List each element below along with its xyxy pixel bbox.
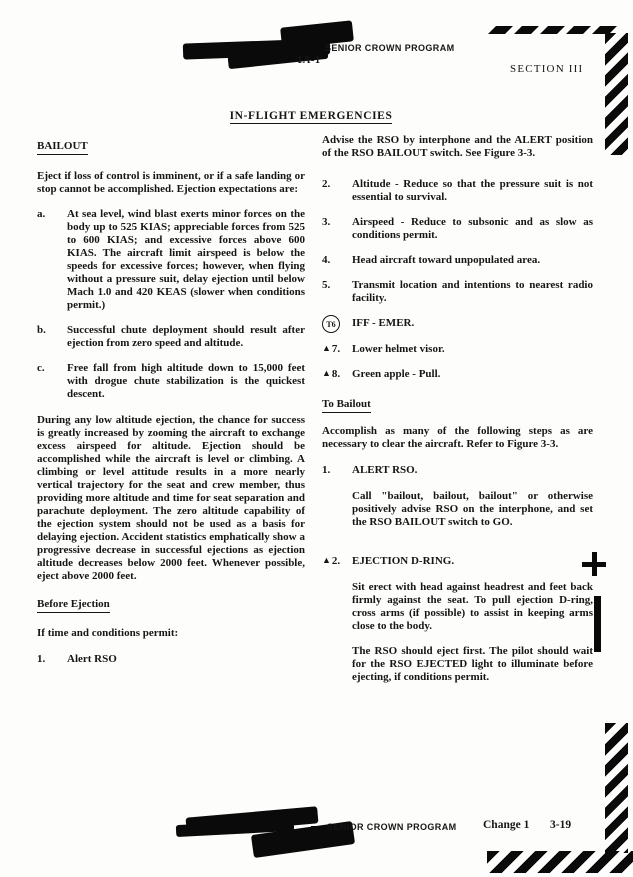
step-text: Alert RSO — [67, 653, 117, 665]
item-label — [322, 343, 352, 356]
step-label: 1. — [37, 653, 46, 665]
item-text: Successful chute deployment should result after ejection from zero speed and altitude. — [67, 324, 305, 349]
t6-text: T6 — [326, 319, 336, 329]
item-text: Head aircraft toward unpopulated area. — [352, 254, 541, 266]
item-text: Altitude - Reduce so that the pressure suit is not essential to survival. — [352, 178, 593, 203]
low-altitude-paragraph: During any low altitude ejection, the chance for success is greatly increased by zooming the aircraft to exchange excess airspeed for altitude. Ejection should be accomplished while the aircraft is level or climbing. A climbing or level attitude results in a more nearly vertical trajectory for the seat and crew member, thus providing more altitude and time for seat separation and parachute deployment. The zero altitude capability of the ejection system should not be used as a basis for delaying ejection. Accident statistics emphatically show a progressive decrease in successful ejections as ejection altitude decreases below 2000 feet. Whenever possible, eject above 2000 feet. — [37, 414, 305, 582]
before-ejection-heading: Before Ejection — [37, 598, 110, 613]
step-body — [352, 555, 593, 696]
change-label: Change 1 — [483, 819, 530, 831]
list-item-b — [37, 324, 305, 350]
item-label: 4. — [322, 254, 331, 266]
item-text: Green apple - Pull. — [352, 368, 441, 380]
change-triangle-icon: ▲ — [322, 343, 331, 353]
redaction-tail — [311, 826, 321, 829]
item-number: 8. — [331, 368, 341, 380]
change-triangle-icon: ▲ — [322, 368, 331, 378]
change-triangle-icon: ▲ — [322, 555, 331, 565]
program-label-top: SENIOR CROWN PROGRAM — [325, 43, 455, 53]
change-plus-icon — [582, 552, 606, 576]
item-label: c. — [37, 362, 45, 374]
checklist-item-2 — [322, 178, 593, 204]
bailout-step-2 — [322, 555, 593, 696]
section-label: SECTION III — [510, 63, 584, 75]
circled-t6-symbol — [322, 315, 340, 333]
checklist-item-3 — [322, 216, 593, 242]
step-paragraph: The RSO should eject first. The pilot should wait for the RSO EJECTED light to illuminate before ejecting, if conditions permit. — [352, 645, 593, 683]
step-label — [322, 555, 352, 568]
classification-stripes-bottom-right — [605, 723, 628, 853]
item-text: Airspeed - Reduce to subsonic and as slow as conditions permit. — [352, 216, 593, 241]
page-number: 3-19 — [550, 819, 572, 831]
step-label: 1. — [322, 464, 331, 476]
item-label: 3. — [322, 216, 331, 228]
item-label: 5. — [322, 279, 331, 291]
item-label — [322, 368, 352, 381]
page-title — [37, 110, 585, 122]
to-bailout-heading: To Bailout — [322, 398, 371, 413]
redaction-tail — [314, 48, 323, 51]
checklist-item-4 — [322, 254, 593, 267]
bailout-step-1 — [322, 464, 593, 543]
right-column — [322, 134, 593, 708]
step-body — [352, 464, 593, 543]
bailout-intro: Eject if loss of control is imminent, or if a safe landing or stop cannot be accomplished. Ejection expectations are: — [37, 170, 305, 195]
plus-bar — [592, 552, 597, 576]
step1-continuation: Advise the RSO by interphone and the ALERT position of the RSO BAILOUT switch. See Figure 3-3. — [322, 134, 593, 159]
page-title-text: IN-FLIGHT EMERGENCIES — [229, 110, 393, 122]
dash — [488, 26, 513, 34]
item-text: Lower helmet visor. — [352, 343, 445, 355]
step-title: ALERT RSO. — [352, 464, 418, 476]
list-item-c — [37, 362, 305, 401]
item-text: Transmit location and intentions to nearest radio facility. — [352, 279, 593, 304]
item-text: At sea level, wind blast exerts minor forces on the body up to 525 KIAS; appreciable forces from 525 to 600 KIAS; and excessive forces above 600 KIAS. The aircraft limit airspeed is below the speeds for excessive forces; however, when flying without a pressure suit, delay ejection until below Mach 1.0 and 420 KEAS (slower when conditions permit.) — [67, 208, 305, 311]
before-ejection-intro: If time and conditions permit: — [37, 627, 179, 639]
item-number: 7. — [331, 343, 341, 355]
checklist-item-7 — [322, 343, 593, 356]
to-bailout-intro: Accomplish as many of the following steps as are necessary to clear the aircraft. Refer to Figure 3-3. — [322, 425, 593, 450]
item-label: 2. — [322, 178, 331, 190]
checklist-item-iff — [322, 317, 593, 333]
item-label — [322, 317, 352, 333]
classification-stripes-bottom — [487, 851, 633, 873]
item-text: Free fall from high altitude down to 15,000 feet with drogue chute stabilization is the quickest descent. — [67, 362, 305, 400]
left-column — [37, 140, 305, 678]
item-text: IFF - EMER. — [352, 317, 415, 329]
step-number: 2. — [331, 555, 341, 567]
checklist-item-8 — [322, 368, 593, 381]
dash — [566, 26, 591, 34]
change-bar — [594, 596, 601, 652]
step-title: EJECTION D-RING. — [352, 555, 455, 567]
step-paragraph: Call "bailout, bailout, bailout" or otherwise positively advise RSO on the interphone, and set the RSO BAILOUT switch to GO. — [352, 490, 593, 528]
doc-number-partial: 1A-1 — [297, 55, 321, 66]
classification-dashes-top — [492, 26, 613, 34]
item-label: b. — [37, 324, 46, 336]
program-label-bottom: SENIOR CROWN PROGRAM — [327, 822, 457, 832]
step-alert-rso — [37, 653, 305, 666]
dash — [514, 26, 539, 34]
item-label: a. — [37, 208, 46, 220]
classification-stripes-top-right — [605, 33, 628, 155]
dash — [540, 26, 565, 34]
list-item-a — [37, 208, 305, 312]
step-paragraph: Sit erect with head against headrest and feet back firmly against the seat. To pull ejection D-ring, cross arms (if possible) to assist in keeping arms close to the body. — [352, 581, 593, 632]
checklist-item-5 — [322, 279, 593, 305]
bailout-heading: BAILOUT — [37, 140, 88, 155]
